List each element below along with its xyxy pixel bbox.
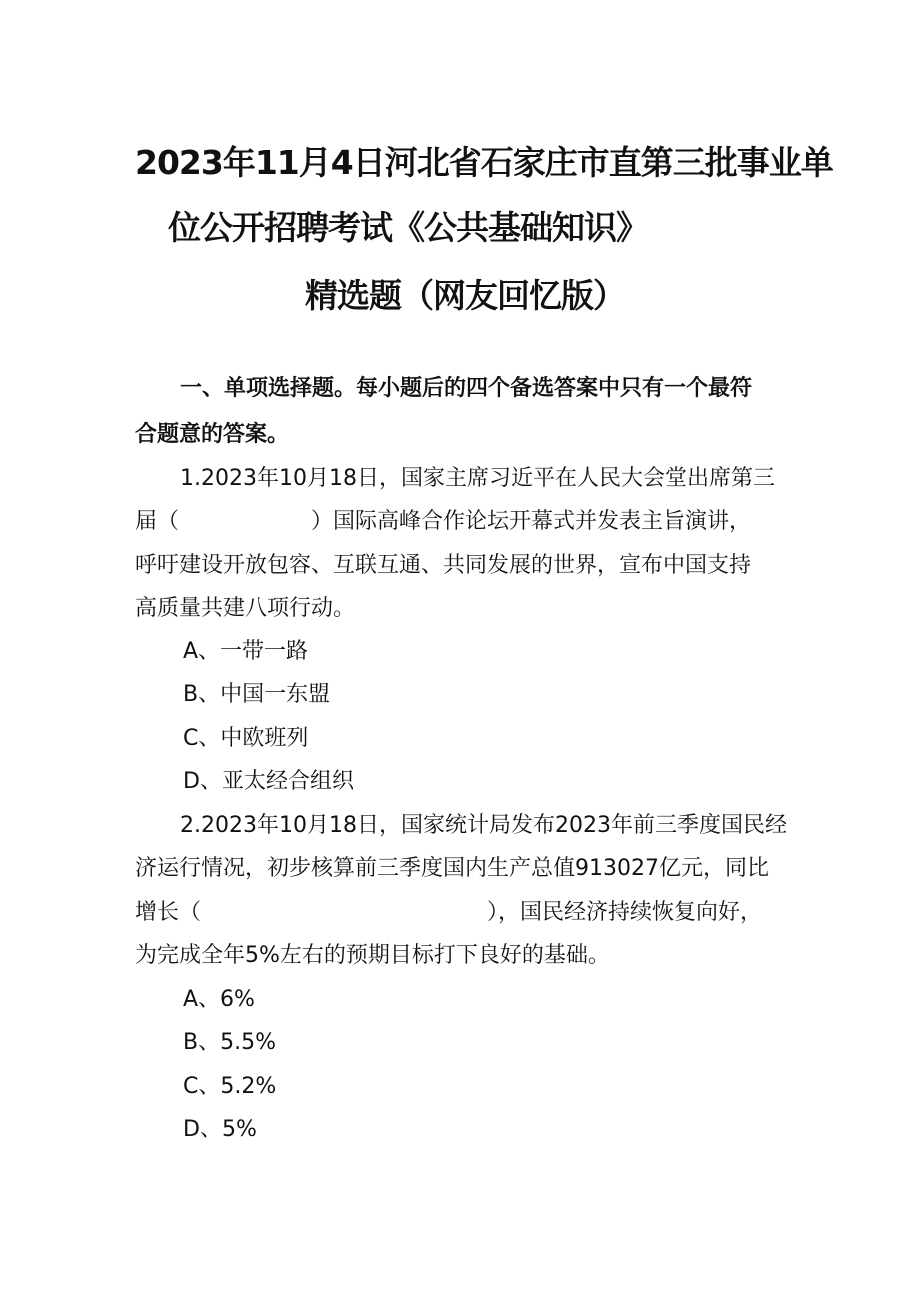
document-title-line-1: 2023年11月4日河北省石家庄市直第三批事业单: [135, 143, 833, 182]
document-title-line-2: 位公开招聘考试《公共基础知识》: [168, 208, 648, 247]
question-1-text-line-2: 届（ ）国际高峰合作论坛开幕式并发表主旨演讲，: [135, 509, 752, 534]
question-1-option-b: B、中国一东盟: [183, 682, 331, 707]
question-1-text-line-4: 高质量共建八项行动。: [135, 596, 356, 621]
question-1-text-line-3: 呼吁建设开放包容、互联互通、共同发展的世界，宣布中国支持: [135, 553, 752, 578]
question-2-option-d: D、5%: [183, 1117, 257, 1142]
question-2-option-a: A、6%: [183, 987, 255, 1012]
section-heading-line-1: 一、单项选择题。每小题后的四个备选答案中只有一个最符: [180, 376, 753, 401]
question-2-text-line-2: 济运行情况，初步核算前三季度国内生产总值913027亿元，同比: [135, 856, 769, 881]
question-2-text-line-3: 增长（ ），国民经济持续恢复向好，: [135, 900, 763, 925]
question-1-text-line-1: 1.2023年10月18日，国家主席习近平在人民大会堂出席第三: [180, 466, 775, 491]
question-1-option-a: A、一带一路: [183, 639, 309, 664]
question-2-text-line-4: 为完成全年5%左右的预期目标打下良好的基础。: [135, 943, 610, 968]
question-2-option-c: C、5.2%: [183, 1074, 277, 1099]
section-heading-line-2: 合题意的答案。: [135, 422, 290, 447]
question-2-text-line-1: 2.2023年10月18日，国家统计局发布2023年前三季度国民经: [180, 813, 787, 838]
question-1-option-d: D、亚太经合组织: [183, 769, 354, 794]
document-title-line-3: 精选题（网友回忆版）: [305, 276, 625, 315]
question-1-option-c: C、中欧班列: [183, 726, 309, 751]
question-2-option-b: B、5.5%: [183, 1030, 276, 1055]
